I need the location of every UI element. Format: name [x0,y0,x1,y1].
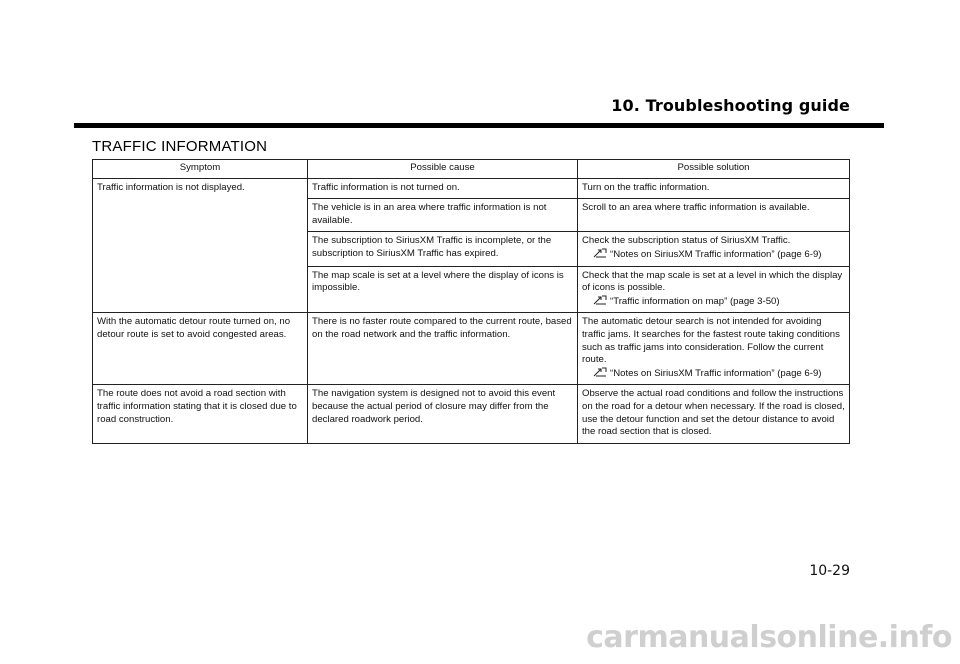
column-header-possible-solution: Possible solution [578,160,850,179]
symptom-cell: Traffic information is not displayed. [93,178,308,313]
reference-link[interactable]: “Notes on SiriusXM Traffic information” (page 6-9) [610,367,822,379]
reference-line [582,295,845,309]
cause-cell: The vehicle is in an area where traffic information is not available. [308,199,578,232]
cause-cell: The subscription to SiriusXM Traffic is incomplete, or the subscription to SiriusXM Traffic has expired. [308,232,578,266]
page-number: 10-29 [809,563,850,579]
table-row [93,178,850,199]
solution-text: Scroll to an area where traffic information is available. [582,202,810,214]
header-rule [74,123,884,128]
solution-text: Turn on the traffic information. [582,181,710,193]
section-heading: TRAFFIC INFORMATION [92,138,268,155]
column-header-possible-cause: Possible cause [308,160,578,179]
column-header-symptom: Symptom [93,160,308,179]
symptom-cell: The route does not avoid a road section with traffic information stating that it is closed due to road construction. [93,385,308,443]
cause-cell: There is no faster route compared to the current route, based on the road network and the traffic information. [308,313,578,385]
reference-pointer-icon [593,295,607,305]
solution-cell [578,266,850,313]
cause-cell: The navigation system is designed not to avoid this event because the actual period of closure may differ from the declared roadwork period. [308,385,578,443]
cause-cell: Traffic information is not turned on. [308,178,578,199]
table-row [93,385,850,443]
solution-text: Check that the map scale is set at a level in which the display of icons is possible. [582,269,843,294]
solution-cell [578,232,850,266]
solution-cell [578,313,850,385]
solution-cell [578,178,850,199]
reference-line [582,248,845,262]
solution-cell [578,199,850,232]
reference-link[interactable]: “Notes on SiriusXM Traffic information” (page 6-9) [610,248,822,260]
solution-text: The automatic detour search is not intended for avoiding traffic jams. It searches for the fastest route taking conditions such as traffic jams into consideration. Follow the current route. [582,316,840,366]
chapter-title: 10. Troubleshooting guide [611,96,850,115]
table-header-row [93,160,850,179]
watermark: carmanualsonline.info [586,620,952,655]
table-body [93,178,850,443]
solution-text: Check the subscription status of SiriusXM Traffic. [582,235,791,247]
reference-link[interactable]: “Traffic information on map” (page 3-50) [610,295,780,307]
solution-text: Observe the actual road conditions and follow the instructions on the road for a detour when necessary. If the road is closed, use the detour function and set the detour distance to avoid the road section that is closed. [582,388,845,438]
cause-cell: The map scale is set at a level where the display of icons is impossible. [308,266,578,313]
reference-pointer-icon [593,367,607,377]
reference-pointer-icon [593,248,607,258]
solution-cell [578,385,850,443]
symptom-cell: With the automatic detour route turned on, no detour route is set to avoid congested areas. [93,313,308,385]
table-row [93,313,850,385]
troubleshooting-table [92,159,850,444]
reference-line [582,367,845,381]
